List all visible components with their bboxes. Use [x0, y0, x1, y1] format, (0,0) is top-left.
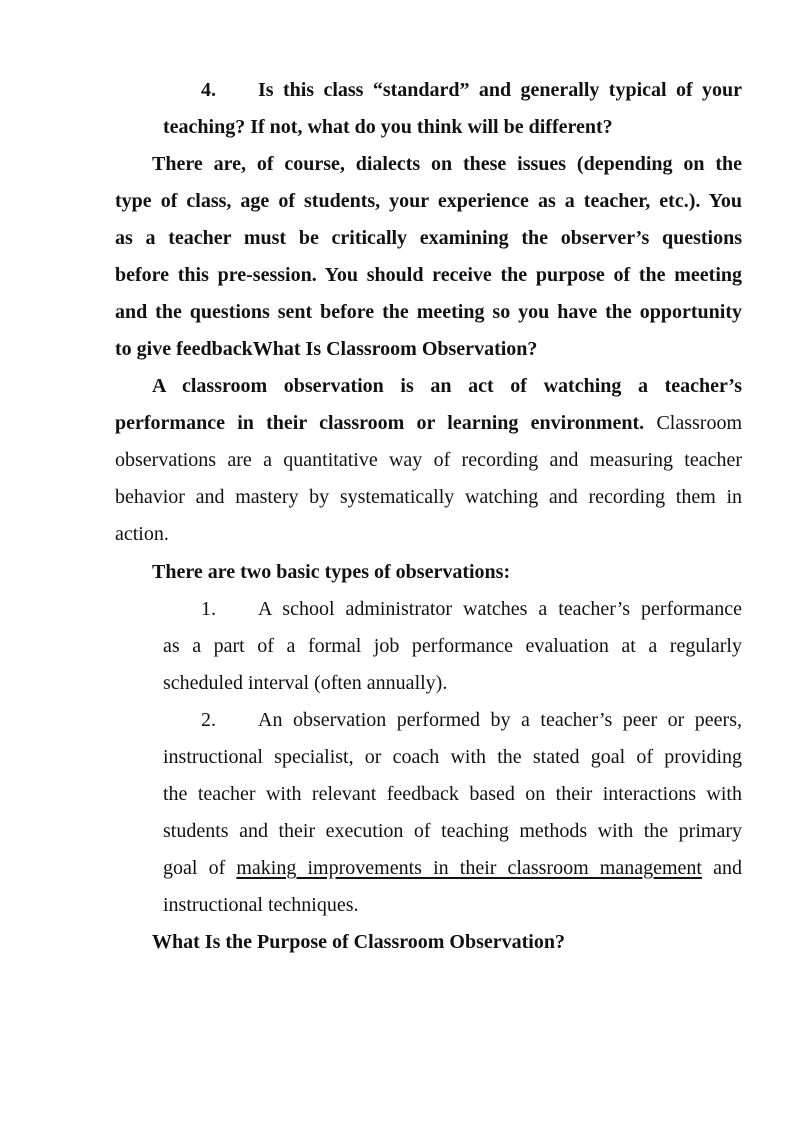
- item2-line-6: instructional techniques.: [163, 894, 359, 916]
- item2-line-1: An observation performed by a teacher’s peer or peers,: [258, 709, 742, 731]
- item2-line-2: instructional specialist, or coach with the stated goal of providing: [163, 746, 742, 768]
- definition-line-5: action.: [115, 523, 169, 545]
- definition-line-1: A classroom observation is an act of watching a teacher’s: [152, 375, 742, 397]
- q4-number: 4.: [201, 79, 216, 101]
- dialects-line-6: to give feedbackWhat Is Classroom Observation?: [115, 338, 538, 360]
- definition-line-2: [115, 411, 742, 435]
- dialects-line-1: There are, of course, dialects on these issues (depending on the: [152, 153, 742, 175]
- item1-line-1: A school administrator watches a teacher’s performance: [258, 598, 742, 620]
- purpose-heading: What Is the Purpose of Classroom Observation?: [152, 931, 565, 953]
- item1-line-3: scheduled interval (often annually).: [163, 672, 448, 694]
- classroom-management-link[interactable]: making improvements in their classroom management: [236, 857, 702, 879]
- q4-text-line-1: Is this class “standard” and generally typical of your: [258, 79, 742, 101]
- item2-line-5: [163, 856, 742, 880]
- item2-line-4: students and their execution of teaching methods with the primary: [163, 820, 742, 842]
- definition-bold-text: performance in their classroom or learning environment.: [115, 412, 645, 434]
- dialects-line-3: as a teacher must be critically examining the observer’s questions: [115, 227, 742, 249]
- definition-text: Classroom: [644, 412, 742, 434]
- dialects-line-5: and the questions sent before the meeting so you have the opportunity: [115, 301, 742, 323]
- dialects-line-2: type of class, age of students, your experience as a teacher, etc.). You: [115, 190, 742, 212]
- item2-line-3: the teacher with relevant feedback based on their interactions with: [163, 783, 742, 805]
- types-heading: There are two basic types of observations:: [152, 561, 511, 583]
- item2-line-5-suffix: and: [701, 857, 742, 879]
- item2-line-5-prefix: goal of: [163, 857, 237, 879]
- dialects-line-4: before this pre-session. You should receive the purpose of the meeting: [115, 264, 742, 286]
- item1-line-2: as a part of a formal job performance evaluation at a regularly: [163, 635, 742, 657]
- item1-number: 1.: [201, 598, 216, 620]
- definition-line-3: observations are a quantitative way of recording and measuring teacher: [115, 449, 742, 471]
- definition-line-4: behavior and mastery by systematically watching and recording them in: [115, 486, 742, 508]
- item2-number: 2.: [201, 709, 216, 731]
- q4-text-line-2: teaching? If not, what do you think will be different?: [163, 116, 613, 138]
